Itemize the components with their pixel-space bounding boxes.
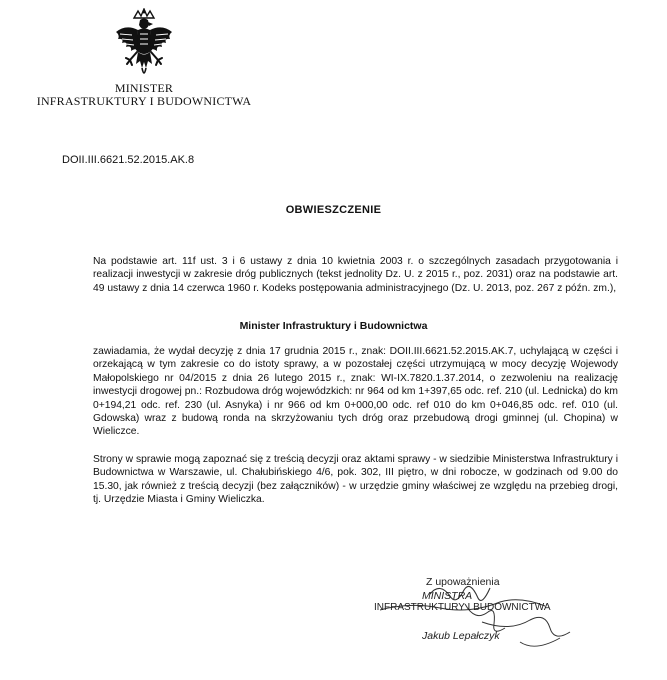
access-info-paragraph: Strony w sprawie mogą zapoznać się z treścią decyzji oraz aktami sprawy - w siedzibie Ministerstwa Infrastruktury i Budownictwa w Warszawie, ul. Chałubińskiego 4/6, pok. 302, III piętro, w dni robocze, w godzinach od 9.00 do 15.30, jak również z treścią decyzji (bez załączników) - w urzędzie gminy właściwej ze względu na przebieg drogi, tj. Urzędzie Miasta i Gminy Wieliczka. [93,454,618,506]
signature-minister: MINISTRA [422,590,473,602]
ministry-title-line1: MINISTER [114,81,174,95]
reference-number: DOII.III.6621.52.2015.AK.8 [62,154,195,166]
ministry-title-line2: INFRASTRUKTURY I BUDOWNICTWA [36,94,252,108]
signature-authorization: Z upoważnienia [426,576,500,588]
decision-paragraph: zawiadamia, że wydał decyzję z dnia 17 grudnia 2015 r., znak: DOII.III.6621.52.2015.AK.7, uchylającą w części i orzekającą w tym zakresie co do istoty sprawy, a w pozostałej części utrzymującą w mocy decyzję Wojewody Małopolskiego nr 04/2015 z dnia 26 lutego 2015 r., znak: WI-IX.7820.1.37.2014, o zezwoleniu na realizację inwestycji drogowej pn.: Rozbudowa dróg wojewódzkich: nr 964 od km 1+397,65 odc. ref. 210 (ul. Lednicka) do km 0+194,21 odc. ref. 230 (ul. Asnyka) i nr 966 od km 0+000,00 odc. ref 010 do km 0+046,85 odc. ref. 010 (ul. Gdowska) wraz z budową ronda na skrzyżowaniu tych dróg oraz przebudową drogi gminnej (ul. Chopina) w Wieliczce. [93,346,618,438]
signature-block [370,572,640,672]
legal-basis-paragraph: Na podstawie art. 11f ust. 3 i 6 ustawy z dnia 10 kwietnia 2003 r. o szczególnych zasadach przygotowania i realizacji inwestycji w zakresie dróg publicznych (tekst jednolity Dz. U. z 2015 r., poz. 2031) oraz na podstawie art. 49 ustawy z dnia 14 czerwca 1960 r. Kodeks postępowania administracyjnego (Dz. U. 2013, poz. 267 z późn. zm.), [93,256,618,294]
minister-heading: Minister Infrastruktury i Budownictwa [239,320,428,332]
ministry-header [30,82,258,108]
handwritten-signature-icon [370,572,640,672]
polish-eagle-emblem-icon [112,8,176,86]
document-title: OBWIESZCZENIE [285,204,382,216]
signatory-name: Jakub Lepałczyk [422,630,500,642]
signature-ministry: INFRASTRUKTURY I BUDOWNICTWA [374,602,551,613]
